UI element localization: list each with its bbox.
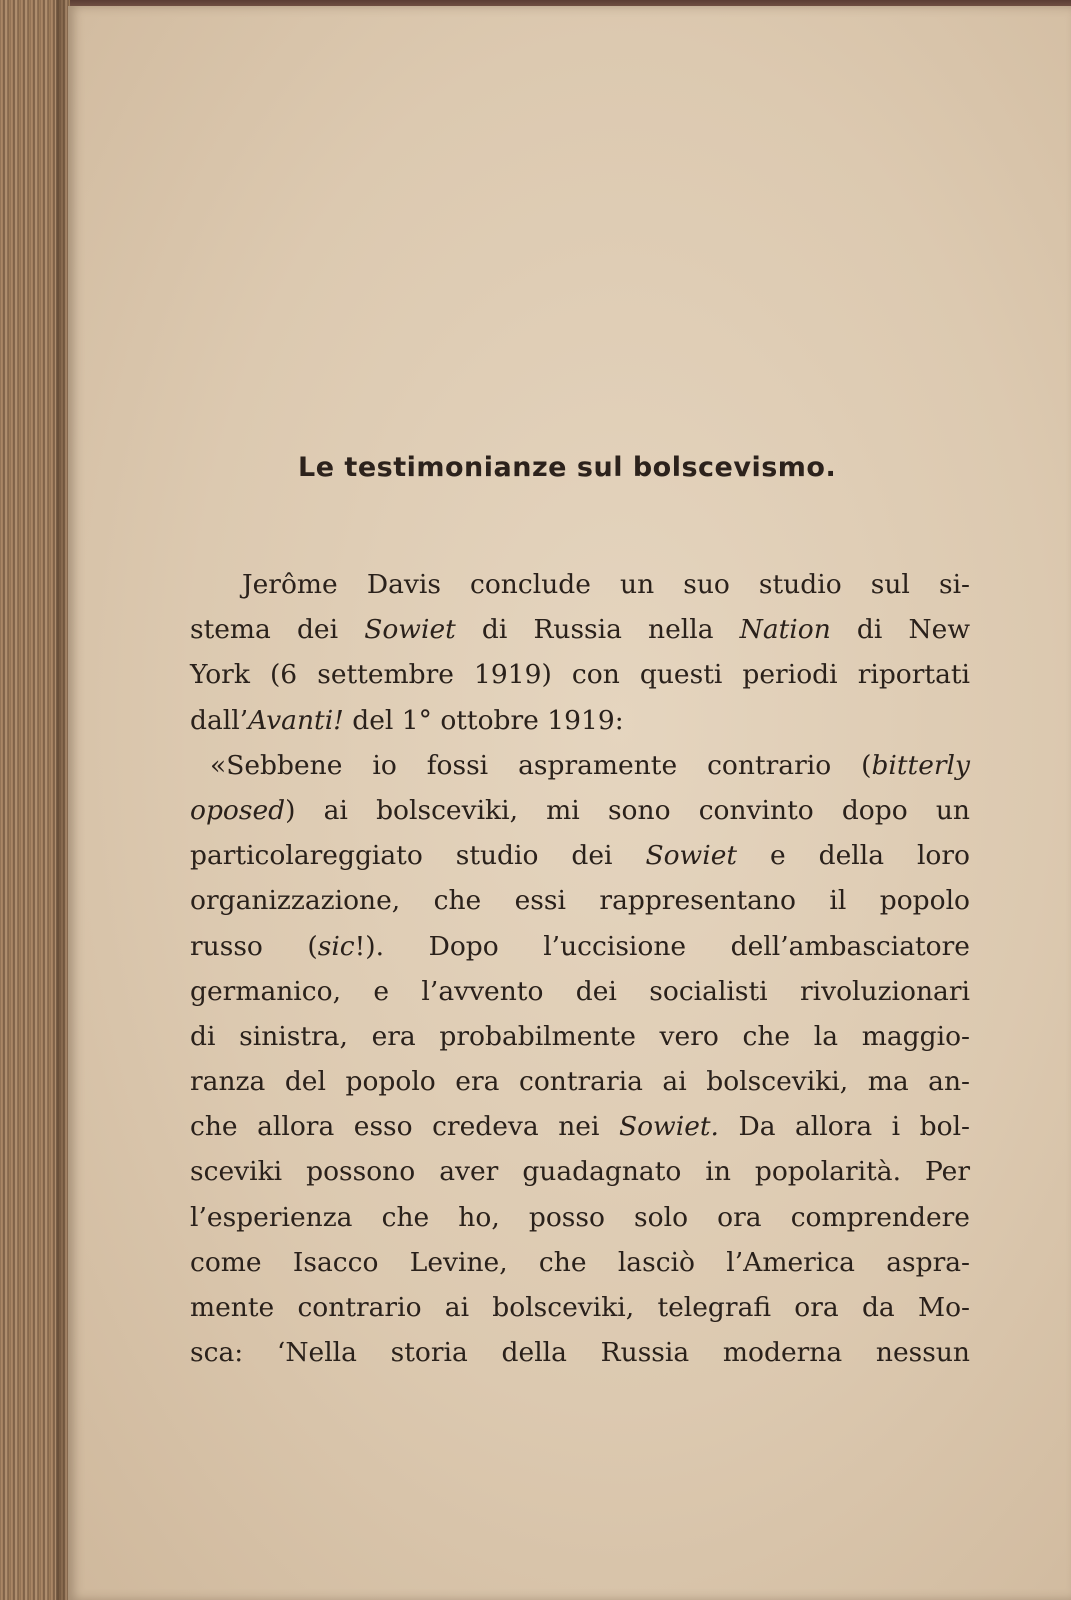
text-segment: che allora esso credeva nei [190,1111,619,1143]
text-segment: di New [830,614,970,646]
text-line [190,924,970,969]
text-line [190,652,970,697]
body-text [190,562,970,1375]
text-line [190,878,970,923]
italic-text: Nation [739,614,831,646]
text-line [190,833,970,878]
text-line [190,698,970,743]
text-segment: Da allora i bol- [718,1111,971,1143]
text-line [190,1014,970,1059]
text-segment: particolareggiato studio dei [190,840,646,872]
text-segment: russo ( [190,930,318,962]
text-segment: di Russia nella [455,614,740,646]
italic-text: Sowiet. [618,1111,719,1143]
text-line [190,969,970,1014]
text-line [190,1104,970,1149]
text-segment: del 1° ottobre 1919: [343,704,624,736]
italic-text: Sowiet [364,614,456,646]
text-line [190,1195,970,1240]
text-segment: York (6 settembre 1919) con questi periodi riportati [190,659,970,691]
text-segment: sca: ‘Nella storia della Russia moderna nessun [190,1337,970,1369]
text-line [190,788,970,833]
text-line [190,1330,970,1375]
text-segment: sceviki possono aver guadagnato in popolarità. Per [190,1156,970,1188]
italic-text: Sowiet [645,840,738,872]
text-segment: e della loro [737,840,970,872]
italic-text: sic [317,930,355,962]
text-segment: «Sebbene io fossi aspramente contrario ( [210,749,872,781]
text-line [190,1285,970,1330]
text-line [190,1149,970,1194]
text-segment: dall’ [190,704,249,736]
text-segment: stema dei [190,614,365,646]
italic-text: bitterly [871,749,970,781]
text-segment: ranza del popolo era contraria ai bolsceviki, ma an- [190,1066,970,1098]
text-line [190,1059,970,1104]
text-segment: ) ai bolsceviki, mi sono convinto dopo un [285,794,970,826]
text-segment: di sinistra, era probabilmente vero che la maggio- [190,1020,970,1052]
text-line [190,562,970,607]
text-segment: come Isacco Levine, che lasciò l’America aspra- [190,1246,970,1278]
text-segment: mente contrario ai bolsceviki, telegrafi ora da Mo- [190,1292,970,1323]
italic-text: oposed [190,794,286,826]
book-page [68,6,1071,1600]
text-segment: organizzazione, che essi rappresentano il popolo [190,885,970,917]
text-line [190,743,970,788]
text-segment: l’esperienza che ho, posso solo ora comprendere [190,1201,970,1233]
text-line [190,1240,970,1285]
text-segment: Jerôme Davis conclude un suo studio sul si- [242,569,970,600]
text-segment: germanico, e l’avvento dei socialisti rivoluzionari [190,975,970,1007]
italic-text: Avanti! [248,704,344,736]
text-segment: !). Dopo l’uccisione dell’ambasciatore [354,930,970,962]
text-line [190,607,970,652]
chapter-heading: Le testimonianze sul bolscevismo. [298,452,837,483]
